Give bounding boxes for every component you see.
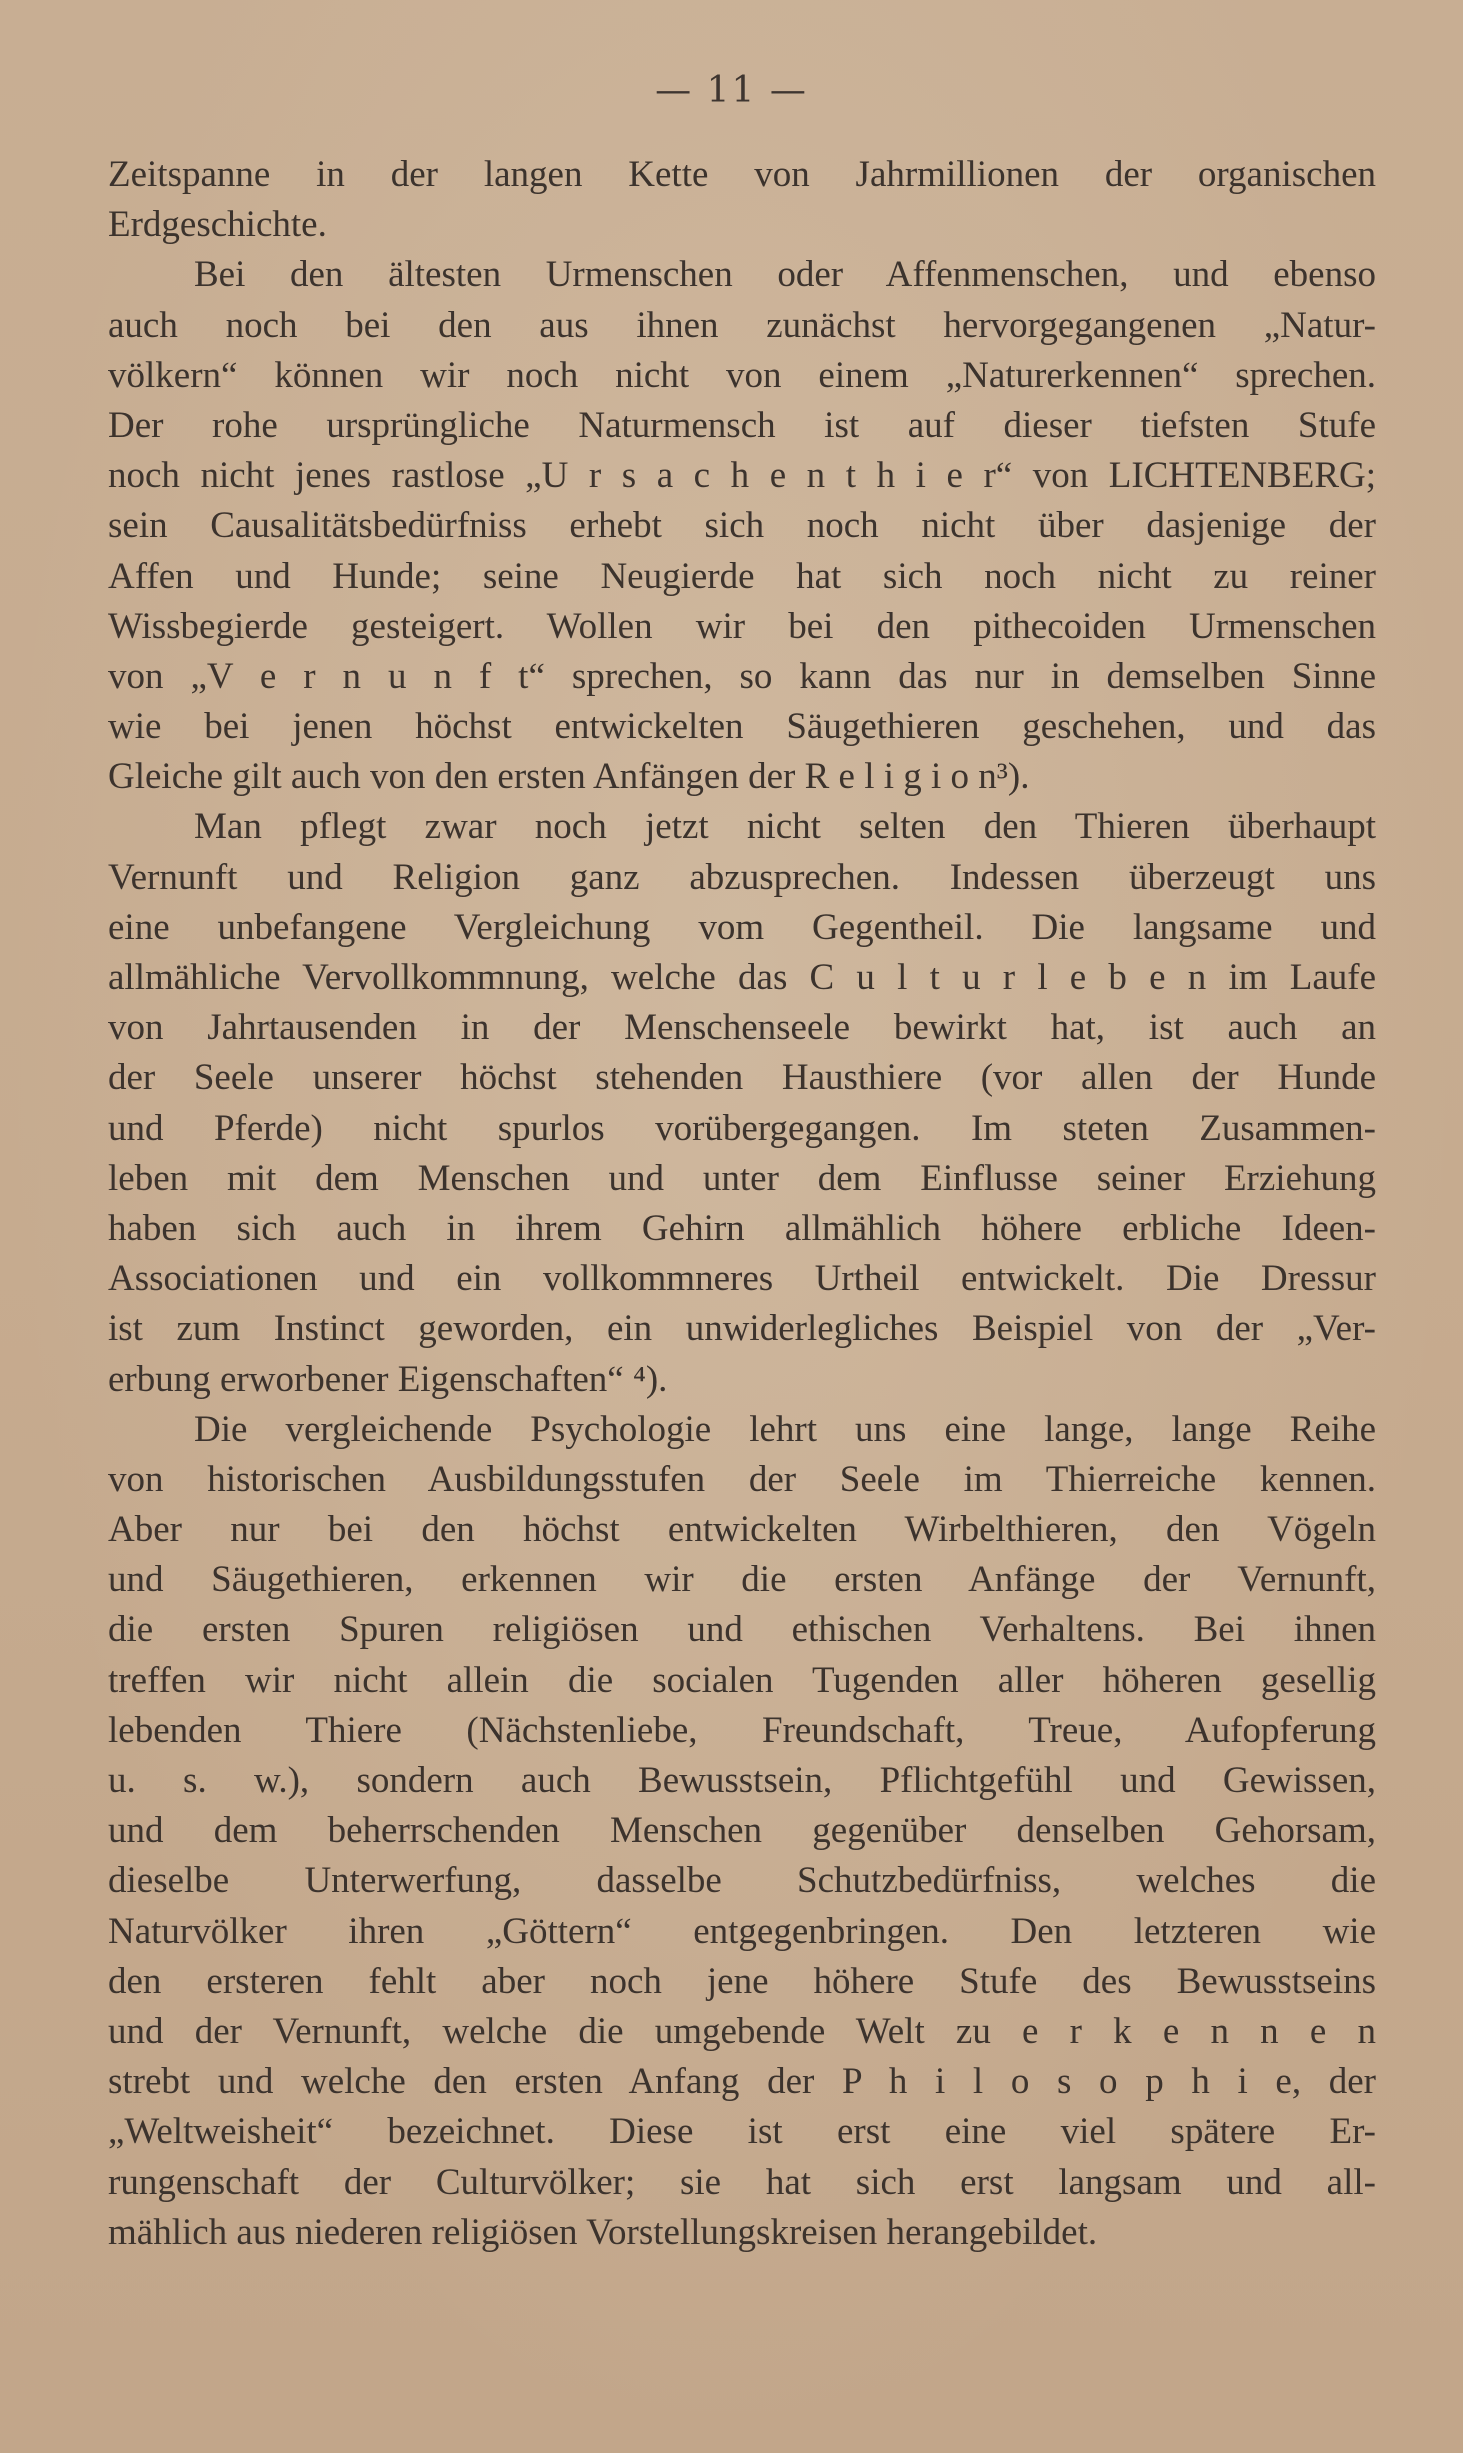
text-line: und der Vernunft, welche die umgebende Welt zu e r k e n n e n (108, 2010, 1376, 2052)
text-line: von „V e r n u n f t“ sprechen, so kann das nur in demselben Sinne (108, 655, 1376, 697)
text-line: dieselbe Unterwerfung, dasselbe Schutzbedürfniss, welches die (108, 1860, 1376, 1902)
text-line: Affen und Hunde; seine Neugierde hat sich noch nicht zu reiner (108, 555, 1376, 597)
text-line: Aber nur bei den höchst entwickelten Wirbelthieren, den Vögeln (108, 1509, 1376, 1551)
text-line: Die vergleichende Psychologie lehrt uns eine lange, lange Reihe (194, 1408, 1376, 1450)
text-line: völkern“ können wir noch nicht von einem „Naturerkennen“ sprechen. (108, 354, 1376, 396)
text-line: mählich aus niederen religiösen Vorstellungskreisen herangebildet. (108, 2211, 1098, 2253)
paragraph (108, 802, 1376, 1404)
text-line: wie bei jenen höchst entwickelten Säugethieren geschehen, und das (108, 706, 1376, 748)
text-line: rungenschaft der Culturvölker; sie hat sich erst langsam und all- (108, 2161, 1376, 2203)
text-line: strebt und welche den ersten Anfang der P h i l o s o p h i e, der (108, 2061, 1376, 2103)
paragraph (108, 250, 1376, 802)
text-line: Man pflegt zwar noch jetzt nicht selten den Thieren überhaupt (194, 806, 1376, 848)
text-line: Naturvölker ihren „Göttern“ entgegenbringen. Den letzteren wie (108, 1910, 1376, 1952)
text-line: sein Causalitätsbedürfniss erhebt sich noch nicht über dasjenige der (108, 505, 1376, 547)
text-line: haben sich auch in ihrem Gehirn allmählich höhere erbliche Ideen- (108, 1207, 1376, 1249)
text-line: Zeitspanne in der langen Kette von Jahrmillionen der organischen (108, 154, 1376, 195)
text-line: treffen wir nicht allein die socialen Tugenden aller höheren gesellig (108, 1659, 1376, 1701)
text-line: Der rohe ursprüngliche Naturmensch ist auf dieser tiefsten Stufe (108, 404, 1376, 446)
text-line: allmähliche Vervollkommnung, welche das C u l t u r l e b e n im Laufe (108, 957, 1376, 998)
text-line: lebenden Thiere (Nächstenliebe, Freundschaft, Treue, Aufopferung (108, 1709, 1376, 1751)
text-line: Bei den ältesten Urmenschen oder Affenmenschen, und ebenso (194, 254, 1376, 296)
text-line: eine unbefangene Vergleichung vom Gegentheil. Die langsame und (108, 906, 1376, 948)
body-text (108, 150, 1376, 2258)
text-line: und dem beherrschenden Menschen gegenüber denselben Gehorsam, (108, 1810, 1376, 1852)
paragraph (108, 150, 1376, 250)
text-line: noch nicht jenes rastlose „U r s a c h e n t h i e r“ von LICHTENBERG; (108, 455, 1376, 497)
text-line: die ersten Spuren religiösen und ethischen Verhaltens. Bei ihnen (108, 1609, 1376, 1651)
paragraph (108, 1405, 1376, 2258)
text-line: und Säugethieren, erkennen wir die ersten Anfänge der Vernunft, (108, 1559, 1376, 1601)
text-line: „Weltweisheit“ bezeichnet. Diese ist erst eine viel spätere Er- (108, 2111, 1376, 2153)
text-line: ist zum Instinct geworden, ein unwiderlegliches Beispiel von der „Ver- (108, 1308, 1376, 1350)
text-line: Gleiche gilt auch von den ersten Anfängen der R e l i g i o n³). (108, 756, 1030, 798)
text-line: Vernunft und Religion ganz abzusprechen. Indessen überzeugt uns (108, 856, 1376, 898)
text-line: Wissbegierde gesteigert. Wollen wir bei den pithecoiden Urmenschen (108, 605, 1376, 647)
text-line: leben mit dem Menschen und unter dem Einflusse seiner Erziehung (108, 1157, 1376, 1199)
text-line: den ersteren fehlt aber noch jene höhere Stufe des Bewusstseins (108, 1960, 1376, 2002)
text-line: u. s. w.), sondern auch Bewusstsein, Pflichtgefühl und Gewissen, (108, 1760, 1376, 1801)
page-number: — 11 — (655, 70, 808, 111)
text-line: Associationen und ein vollkommneres Urtheil entwickelt. Die Dressur (108, 1258, 1376, 1300)
text-line: von historischen Ausbildungsstufen der Seele im Thierreiche kennen. (108, 1458, 1376, 1500)
text-line: der Seele unserer höchst stehenden Hausthiere (vor allen der Hunde (108, 1057, 1376, 1099)
text-line: Erdgeschichte. (108, 204, 327, 246)
text-line: und Pferde) nicht spurlos vorübergegangen. Im steten Zusammen- (108, 1107, 1376, 1149)
text-line: von Jahrtausenden in der Menschenseele bewirkt hat, ist auch an (108, 1007, 1376, 1049)
text-line: erbung erworbener Eigenschaften“ ⁴). (108, 1358, 668, 1400)
text-line: auch noch bei den aus ihnen zunächst hervorgegangenen „Natur- (108, 304, 1376, 346)
